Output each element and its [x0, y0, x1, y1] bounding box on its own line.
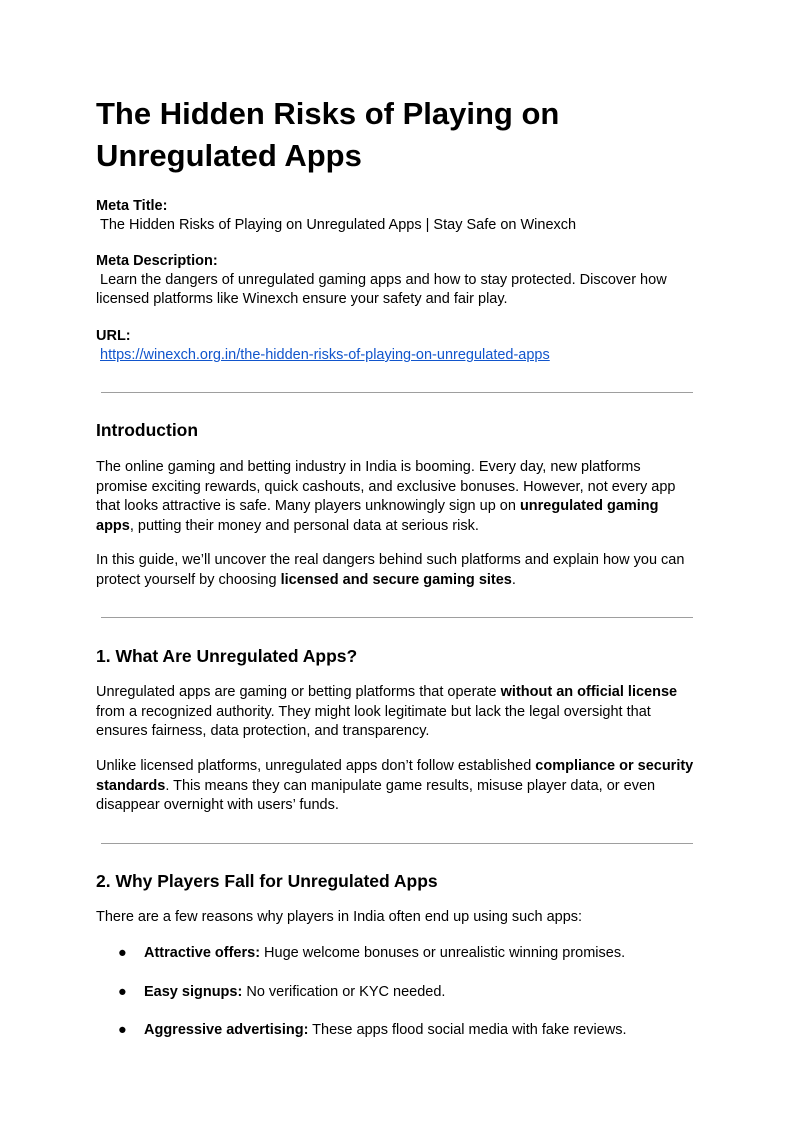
url-value[interactable]: [100, 346, 700, 365]
section1-paragraph-1: [96, 683, 696, 742]
section-heading-introduction: Introduction: [96, 420, 199, 440]
list-item-bold: Easy signups:: [144, 984, 243, 1000]
intro-p2-tail: .: [511, 571, 516, 588]
meta-description-value: Learn the dangers of unregulated gaming apps and how to stay protected. Discover how licensed platforms like Winexch ensure your safety and fair play.: [96, 272, 667, 308]
section1-p2-text: Unlike licensed platforms, unregulated apps don’t follow established: [96, 758, 536, 774]
list-item-text: No verification or KYC needed.: [242, 984, 446, 1000]
meta-description-label: Meta Description:: [96, 253, 218, 269]
meta-title-label: Meta Title:: [96, 198, 168, 214]
section1-p1-tail: from a recognized authority. They might look legitimate but lack the legal oversight that ensures fairness, data protection, and transparency.: [96, 703, 651, 739]
list-item-text: Huge welcome bonuses or unrealistic winning promises.: [260, 945, 626, 961]
meta-title-value: The Hidden Risks of Playing on Unregulated Apps | Stay Safe on Winexch: [100, 217, 577, 233]
section1-p2-bold: compliance or security standards: [96, 758, 694, 794]
page-title: The Hidden Risks of Playing on Unregulated Apps: [96, 96, 560, 173]
bullet-icon: ●: [118, 1022, 127, 1038]
section-heading-why-players-fall: 2. Why Players Fall for Unregulated Apps: [96, 871, 438, 891]
list-item-text: These apps flood social media with fake reviews.: [308, 1022, 627, 1038]
intro-paragraph-1: [96, 458, 696, 536]
intro-p1-bold: unregulated gaming apps: [96, 498, 659, 534]
intro-p1-tail: , putting their money and personal data at serious risk.: [129, 517, 479, 534]
intro-paragraph-2: [96, 551, 696, 590]
bullet-icon: ●: [118, 984, 127, 1000]
section2-intro: There are a few reasons why players in India often end up using such apps:: [96, 909, 583, 925]
section1-paragraph-2: [96, 757, 696, 816]
section-heading-what-are-unregulated-apps: 1. What Are Unregulated Apps?: [96, 646, 358, 666]
divider: [101, 392, 693, 393]
section1-p2-tail: . This means they can manipulate game results, misuse player data, or even disappear overnight with users’ funds.: [96, 777, 656, 813]
url-link[interactable]: https://winexch.org.in/the-hidden-risks-of-playing-on-unregulated-apps: [100, 347, 550, 363]
section1-p1-text: Unregulated apps are gaming or betting platforms that operate: [96, 684, 501, 700]
list-item-bold: Attractive offers:: [144, 945, 261, 961]
divider: [101, 617, 693, 618]
list-item-bold: Aggressive advertising:: [144, 1022, 309, 1038]
intro-p2-bold: licensed and secure gaming sites: [280, 571, 512, 588]
intro-p2-text: In this guide, we’ll uncover the real dangers behind such platforms and explain how you can protect yourself by choosing: [96, 552, 685, 588]
bullet-icon: ●: [118, 945, 127, 961]
url-label: URL:: [96, 328, 131, 344]
section1-p1-bold: without an official license: [500, 684, 678, 700]
intro-p1-text: The online gaming and betting industry in India is booming. Every day, new platforms promise exciting rewards, quick cashouts, and exclusive bonuses. However, not every app that looks attractive is safe. Many players unknowingly sign up on: [96, 459, 676, 514]
divider: [101, 843, 693, 844]
